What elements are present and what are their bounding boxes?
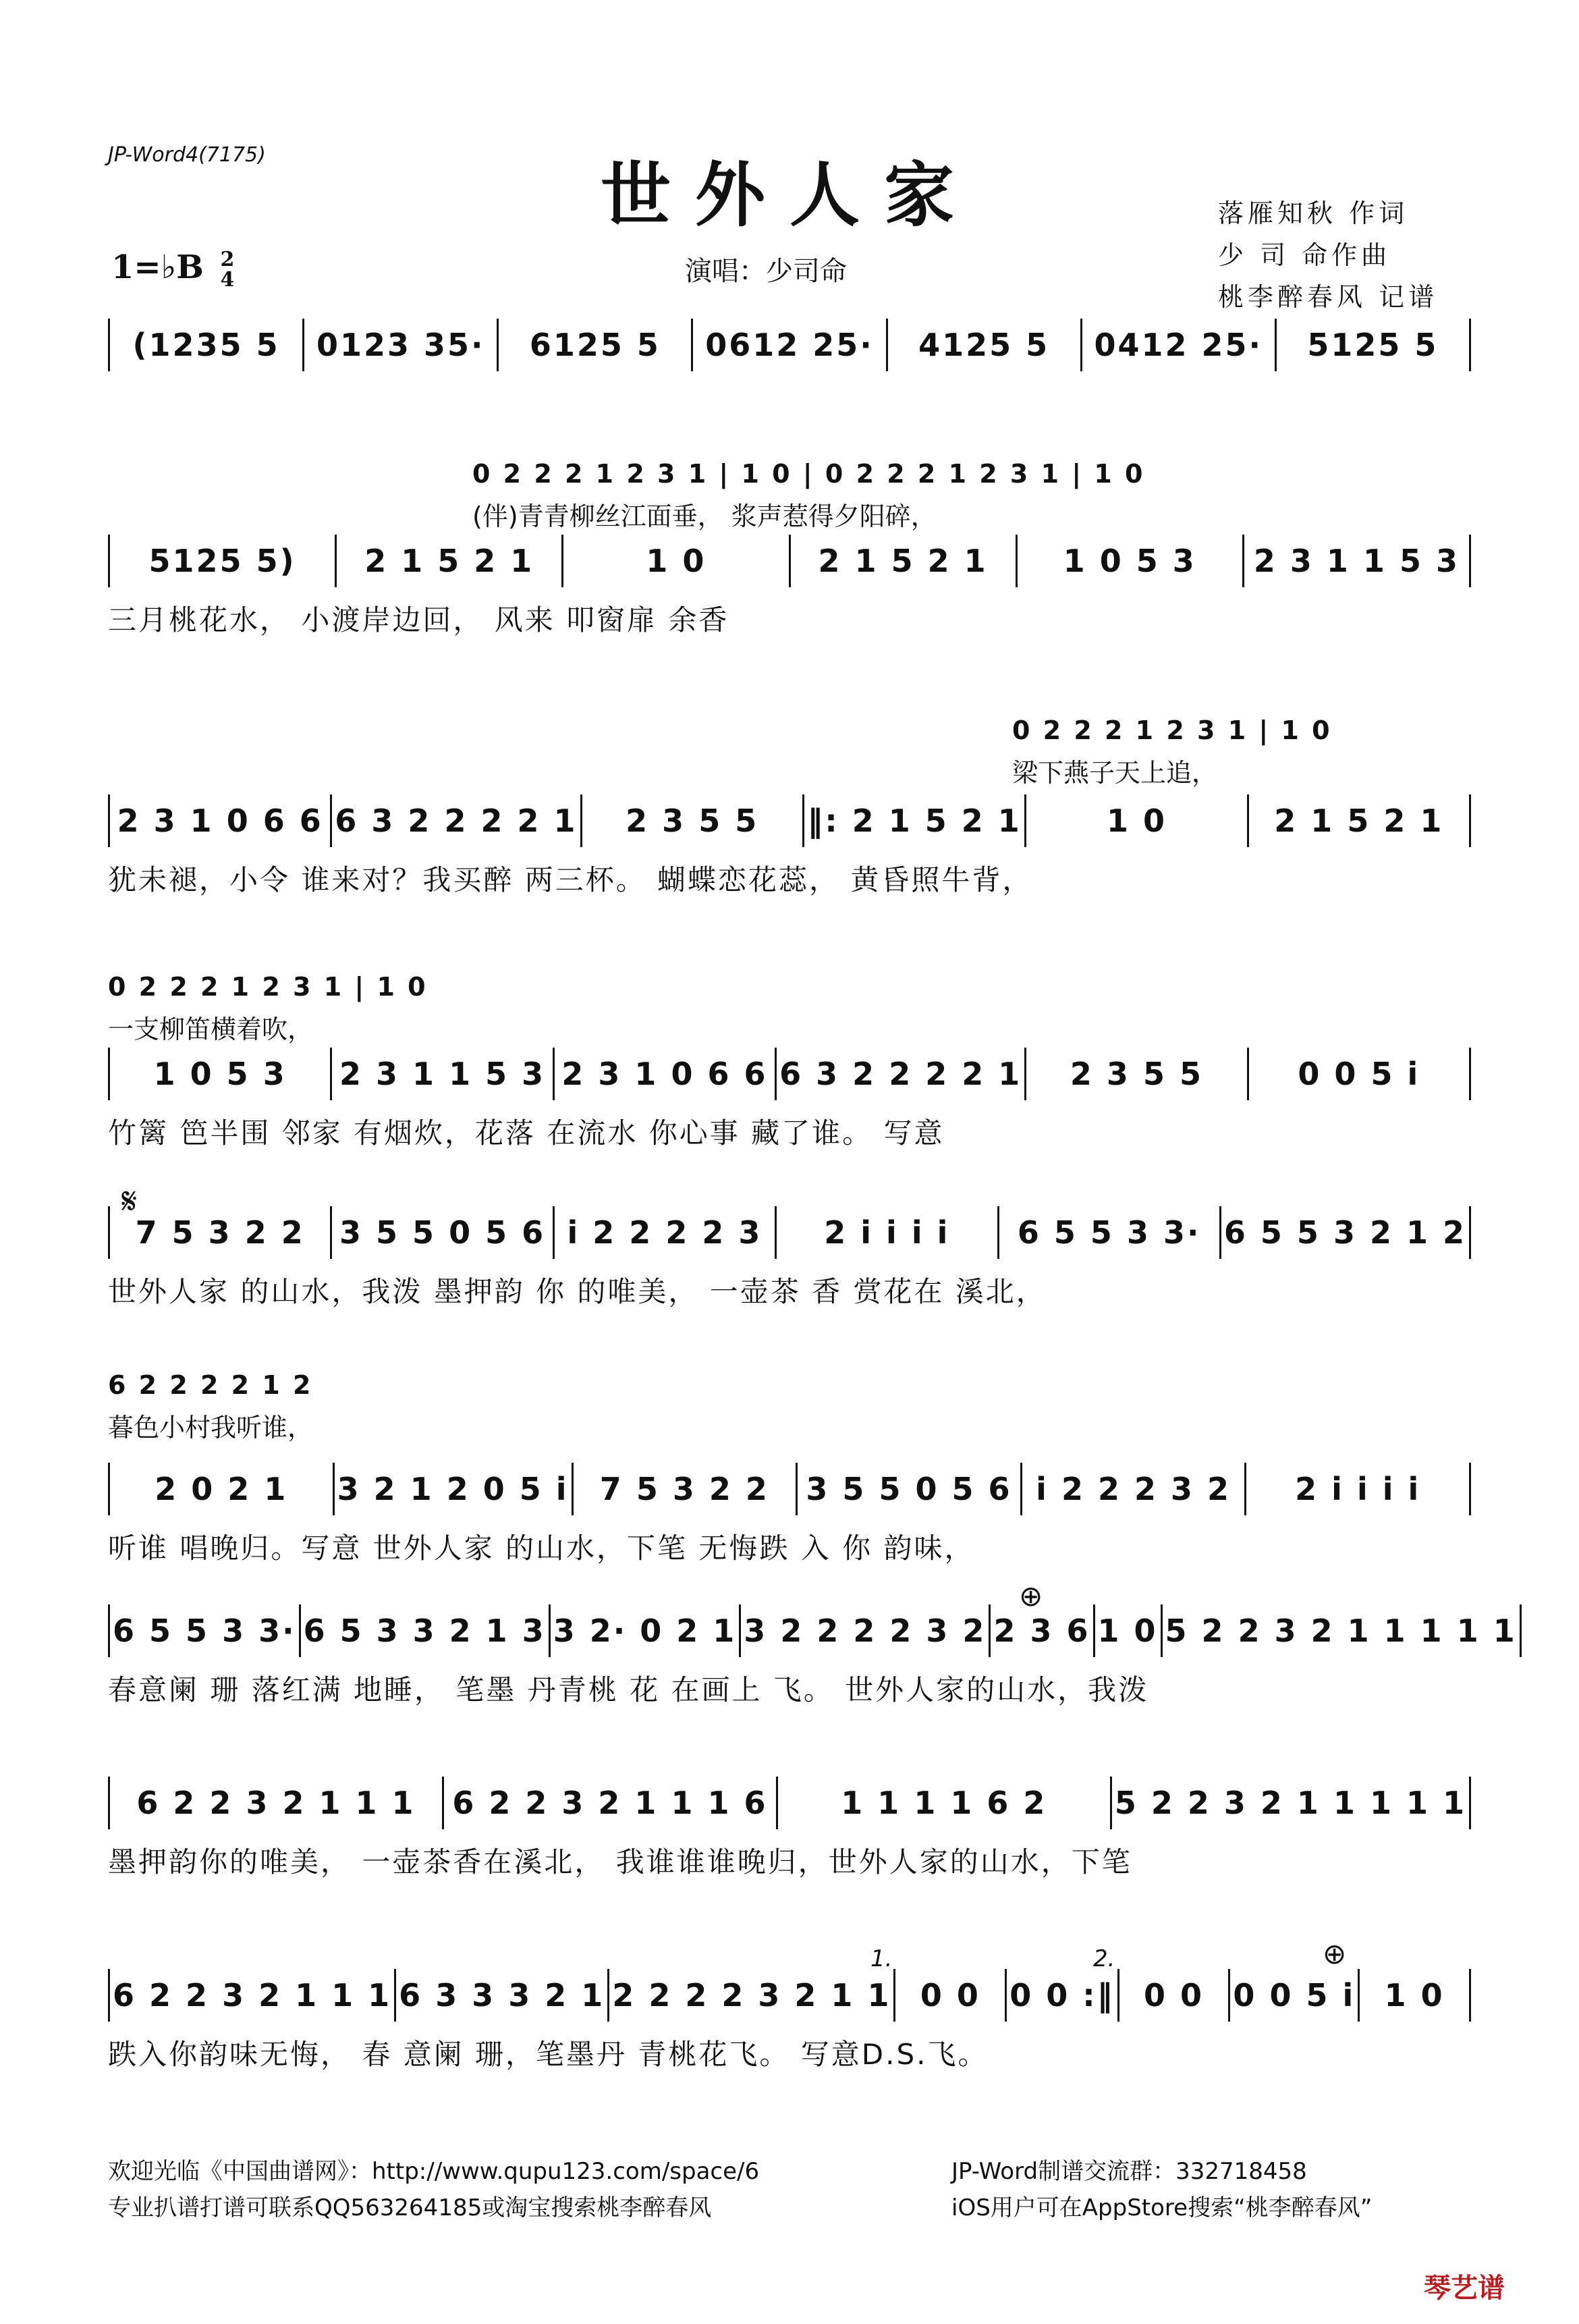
measure: i 2 2 2 2 3 (555, 1206, 777, 1259)
measure: 6 2 2 3 2 1 1 1 (108, 1777, 444, 1829)
time-top: 2 (220, 247, 235, 271)
footer-line-4: iOS用户可在AppStore搜索“桃李醉春风” (951, 2194, 1373, 2221)
coda-mark: ⊕ (1323, 1937, 1347, 1970)
volta-second: 2. (1093, 1945, 1115, 1972)
footer-line-1: 欢迎光临《中国曲谱网》：http://www.qupu123.com/space/6 (108, 2158, 760, 2185)
system-2 (108, 533, 1471, 639)
system-6 (108, 1461, 1471, 1567)
measure: 3 5 5 0 5 6 (332, 1206, 554, 1259)
measure: 4125 5 (888, 319, 1082, 371)
backing-line-4 (108, 1370, 313, 1444)
lyric-line: 跌入你韵味无悔， 春 意阑 珊，笔墨丹 青桃花飞。 写意D.S.飞。 (108, 2038, 989, 2071)
lyricist: 落雁知秋 作词 (1218, 198, 1409, 228)
backing-lyric: (伴)青青柳丝江面垂， 浆声惹得夕阳碎， (472, 502, 937, 531)
measure: 6 5 3 3 2 1 3 (301, 1604, 551, 1657)
measure: 2 3 1 1 5 3 (332, 1048, 554, 1100)
system-8 (108, 1775, 1471, 1881)
transcriber: 桃李醉春风 记谱 (1218, 282, 1439, 312)
brand-logo: 琴艺谱 (1424, 2273, 1505, 2304)
footer-right (951, 2153, 1372, 2226)
key-signature (111, 248, 234, 290)
system-3 (108, 793, 1471, 898)
backing-notes: 6 2 2 2 2 1 2 (108, 1370, 313, 1400)
time-signature (220, 247, 235, 292)
measure: 2 3 1 0 6 6 (555, 1048, 777, 1100)
backing-line-1 (472, 459, 1145, 533)
measure: 5 2 2 3 2 1 1 1 1 1 (1112, 1777, 1471, 1829)
measure-row (108, 1046, 1471, 1100)
measure: 6 2 2 3 2 1 1 1 6 (444, 1777, 778, 1829)
measure: 1 0 (1095, 1604, 1163, 1657)
lyric-line: 犹未褪，小令 谁来对？我买醉 两三杯。 蝴蝶恋花蕊， 黄昏照牛背， (108, 863, 1033, 896)
version-label: JP-Word4(7175) (108, 143, 266, 167)
system-7 (108, 1603, 1517, 1708)
lyric-line: 世外人家 的山水，我泼 墨押韵 你 的唯美， 一壶茶 香 赏花在 溪北， (108, 1275, 1047, 1308)
backing-notes: 0 2 2 2 1 2 3 1 | 1 0 | 0 2 2 2 1 2 3 1 | 1 0 (472, 459, 1145, 489)
measure: 5 2 2 3 2 1 1 1 1 1 (1163, 1604, 1522, 1657)
backing-line-3 (108, 972, 428, 1046)
measure: 0 0 (1119, 1969, 1231, 2022)
measure: 1 0 (1026, 794, 1248, 847)
measure: 5125 5) (108, 535, 337, 587)
measure: 0123 35· (304, 319, 499, 371)
measure: 2 3 1 0 6 6 (108, 794, 332, 847)
system-1 (108, 317, 1471, 382)
measure: 6125 5 (499, 319, 693, 371)
measure: ‖: 2 1 5 2 1 (804, 794, 1026, 847)
backing-notes: 0 2 2 2 1 2 3 1 | 1 0 (108, 972, 428, 1002)
measure: 2 i i i i (1246, 1463, 1471, 1515)
footer-left (108, 2153, 759, 2226)
measure: 3 2 2 2 2 3 2 (741, 1604, 991, 1657)
measure: 6 3 3 3 2 1 (396, 1969, 609, 2022)
measure: 6 3 2 2 2 2 1 (332, 794, 582, 847)
measure-row (108, 793, 1471, 847)
measure-row (108, 1461, 1471, 1515)
measure: 2 3 6 (991, 1604, 1095, 1657)
measure-row (108, 1968, 1471, 2022)
measure: 2 3 5 5 (582, 794, 804, 847)
time-bottom: 4 (220, 267, 235, 292)
measure: 7 5 3 2 2 (108, 1206, 332, 1259)
measure: 6 5 5 3 3· (108, 1604, 301, 1657)
singer-credit: 演唱：少司命 (685, 256, 847, 287)
measure: 0 0 5 i (1249, 1048, 1471, 1100)
measure: 6 2 2 3 2 1 1 1 (108, 1969, 396, 2022)
measure: 1 0 (1360, 1969, 1471, 2022)
measure-row (108, 1205, 1471, 1259)
system-9 (108, 1968, 1471, 2073)
backing-lyric: 梁下燕子天上追， (1012, 758, 1218, 788)
measure: 6 3 2 2 2 2 1 (777, 1048, 1026, 1100)
measure: 1 0 5 3 (108, 1048, 332, 1100)
measure: 0 0 (895, 1969, 1007, 2022)
measure: 3 2 1 2 0 5 i (335, 1463, 574, 1515)
lyric-line: 春意阑 珊 落红满 地睡， 笔墨 丹青桃 花 在画上 飞。 世外人家的山水，我泼 (108, 1673, 1149, 1706)
lyric-line: 竹篱 笆半围 邻家 有烟炊，花落 在流水 你心事 藏了谁。 写意 (108, 1116, 945, 1150)
footer-line-2: 专业扒谱打谱可联系QQ563264185或淘宝搜索桃李醉春风 (108, 2194, 712, 2221)
measure: 2 2 2 2 3 2 1 1 (609, 1969, 895, 2022)
volta-first: 1. (870, 1945, 893, 1972)
key-label: 1=♭B (111, 248, 204, 286)
measure: 5125 5 (1277, 319, 1471, 371)
system-5 (108, 1205, 1471, 1310)
lyric-line: 听谁 唱晚归。写意 世外人家 的山水，下笔 无悔跌 入 你 韵味， (108, 1532, 975, 1565)
measure: (1235 5 (108, 319, 304, 371)
measure: 2 1 5 2 1 (337, 535, 563, 587)
measure: 3 5 5 0 5 6 (798, 1463, 1022, 1515)
measure: 0612 25· (693, 319, 887, 371)
lyric-line: 三月桃花水， 小渡岸边回， 风来 叩窗扉 余香 (108, 603, 729, 637)
composer: 少 司 命作曲 (1218, 240, 1391, 270)
measure: 2 3 5 5 (1026, 1048, 1248, 1100)
measure-row (108, 1603, 1517, 1657)
backing-lyric: 暮色小村我听谁， (108, 1413, 314, 1442)
measure: 3 2· 0 2 1 (551, 1604, 742, 1657)
measure: 7 5 3 2 2 (574, 1463, 798, 1515)
measure: 2 i i i i (777, 1206, 999, 1259)
measure: 1 0 (563, 535, 790, 587)
measure: 2 0 2 1 (108, 1463, 335, 1515)
measure: 2 3 1 1 5 3 (1244, 535, 1471, 587)
lyric-line: 墨押韵你的唯美， 一壶茶香在溪北， 我谁谁谁晚归，世外人家的山水，下笔 (108, 1845, 1132, 1879)
backing-notes: 0 2 2 2 1 2 3 1 | 1 0 (1012, 715, 1332, 745)
backing-lyric: 一支柳笛横着吹， (108, 1015, 314, 1044)
backing-line-2 (1012, 715, 1332, 789)
measure: 2 1 5 2 1 (791, 535, 1018, 587)
measure: 1 0 5 3 (1018, 535, 1244, 587)
coda-mark: ⊕ (1019, 1579, 1043, 1613)
measure: 2 1 5 2 1 (1249, 794, 1471, 847)
measure: 0412 25· (1082, 319, 1277, 371)
measure: 1 1 1 1 6 2 (778, 1777, 1112, 1829)
measure: 6 5 5 3 3· (999, 1206, 1221, 1259)
measure: 0 0 5 i (1230, 1969, 1360, 2022)
measure: 6 5 5 3 2 1 2 (1221, 1206, 1471, 1259)
segno-mark: 𝄋 (121, 1180, 138, 1222)
measure-row (108, 317, 1471, 371)
measure-row (108, 533, 1471, 587)
footer-line-3: JP-Word制谱交流群：332718458 (951, 2158, 1307, 2185)
credits (1218, 192, 1438, 318)
measure-row (108, 1775, 1471, 1829)
song-title: 世外人家 (600, 153, 978, 236)
system-4 (108, 1046, 1471, 1152)
measure: 0 0 :‖ (1007, 1969, 1119, 2022)
measure: i 2 2 2 3 2 (1022, 1463, 1247, 1515)
